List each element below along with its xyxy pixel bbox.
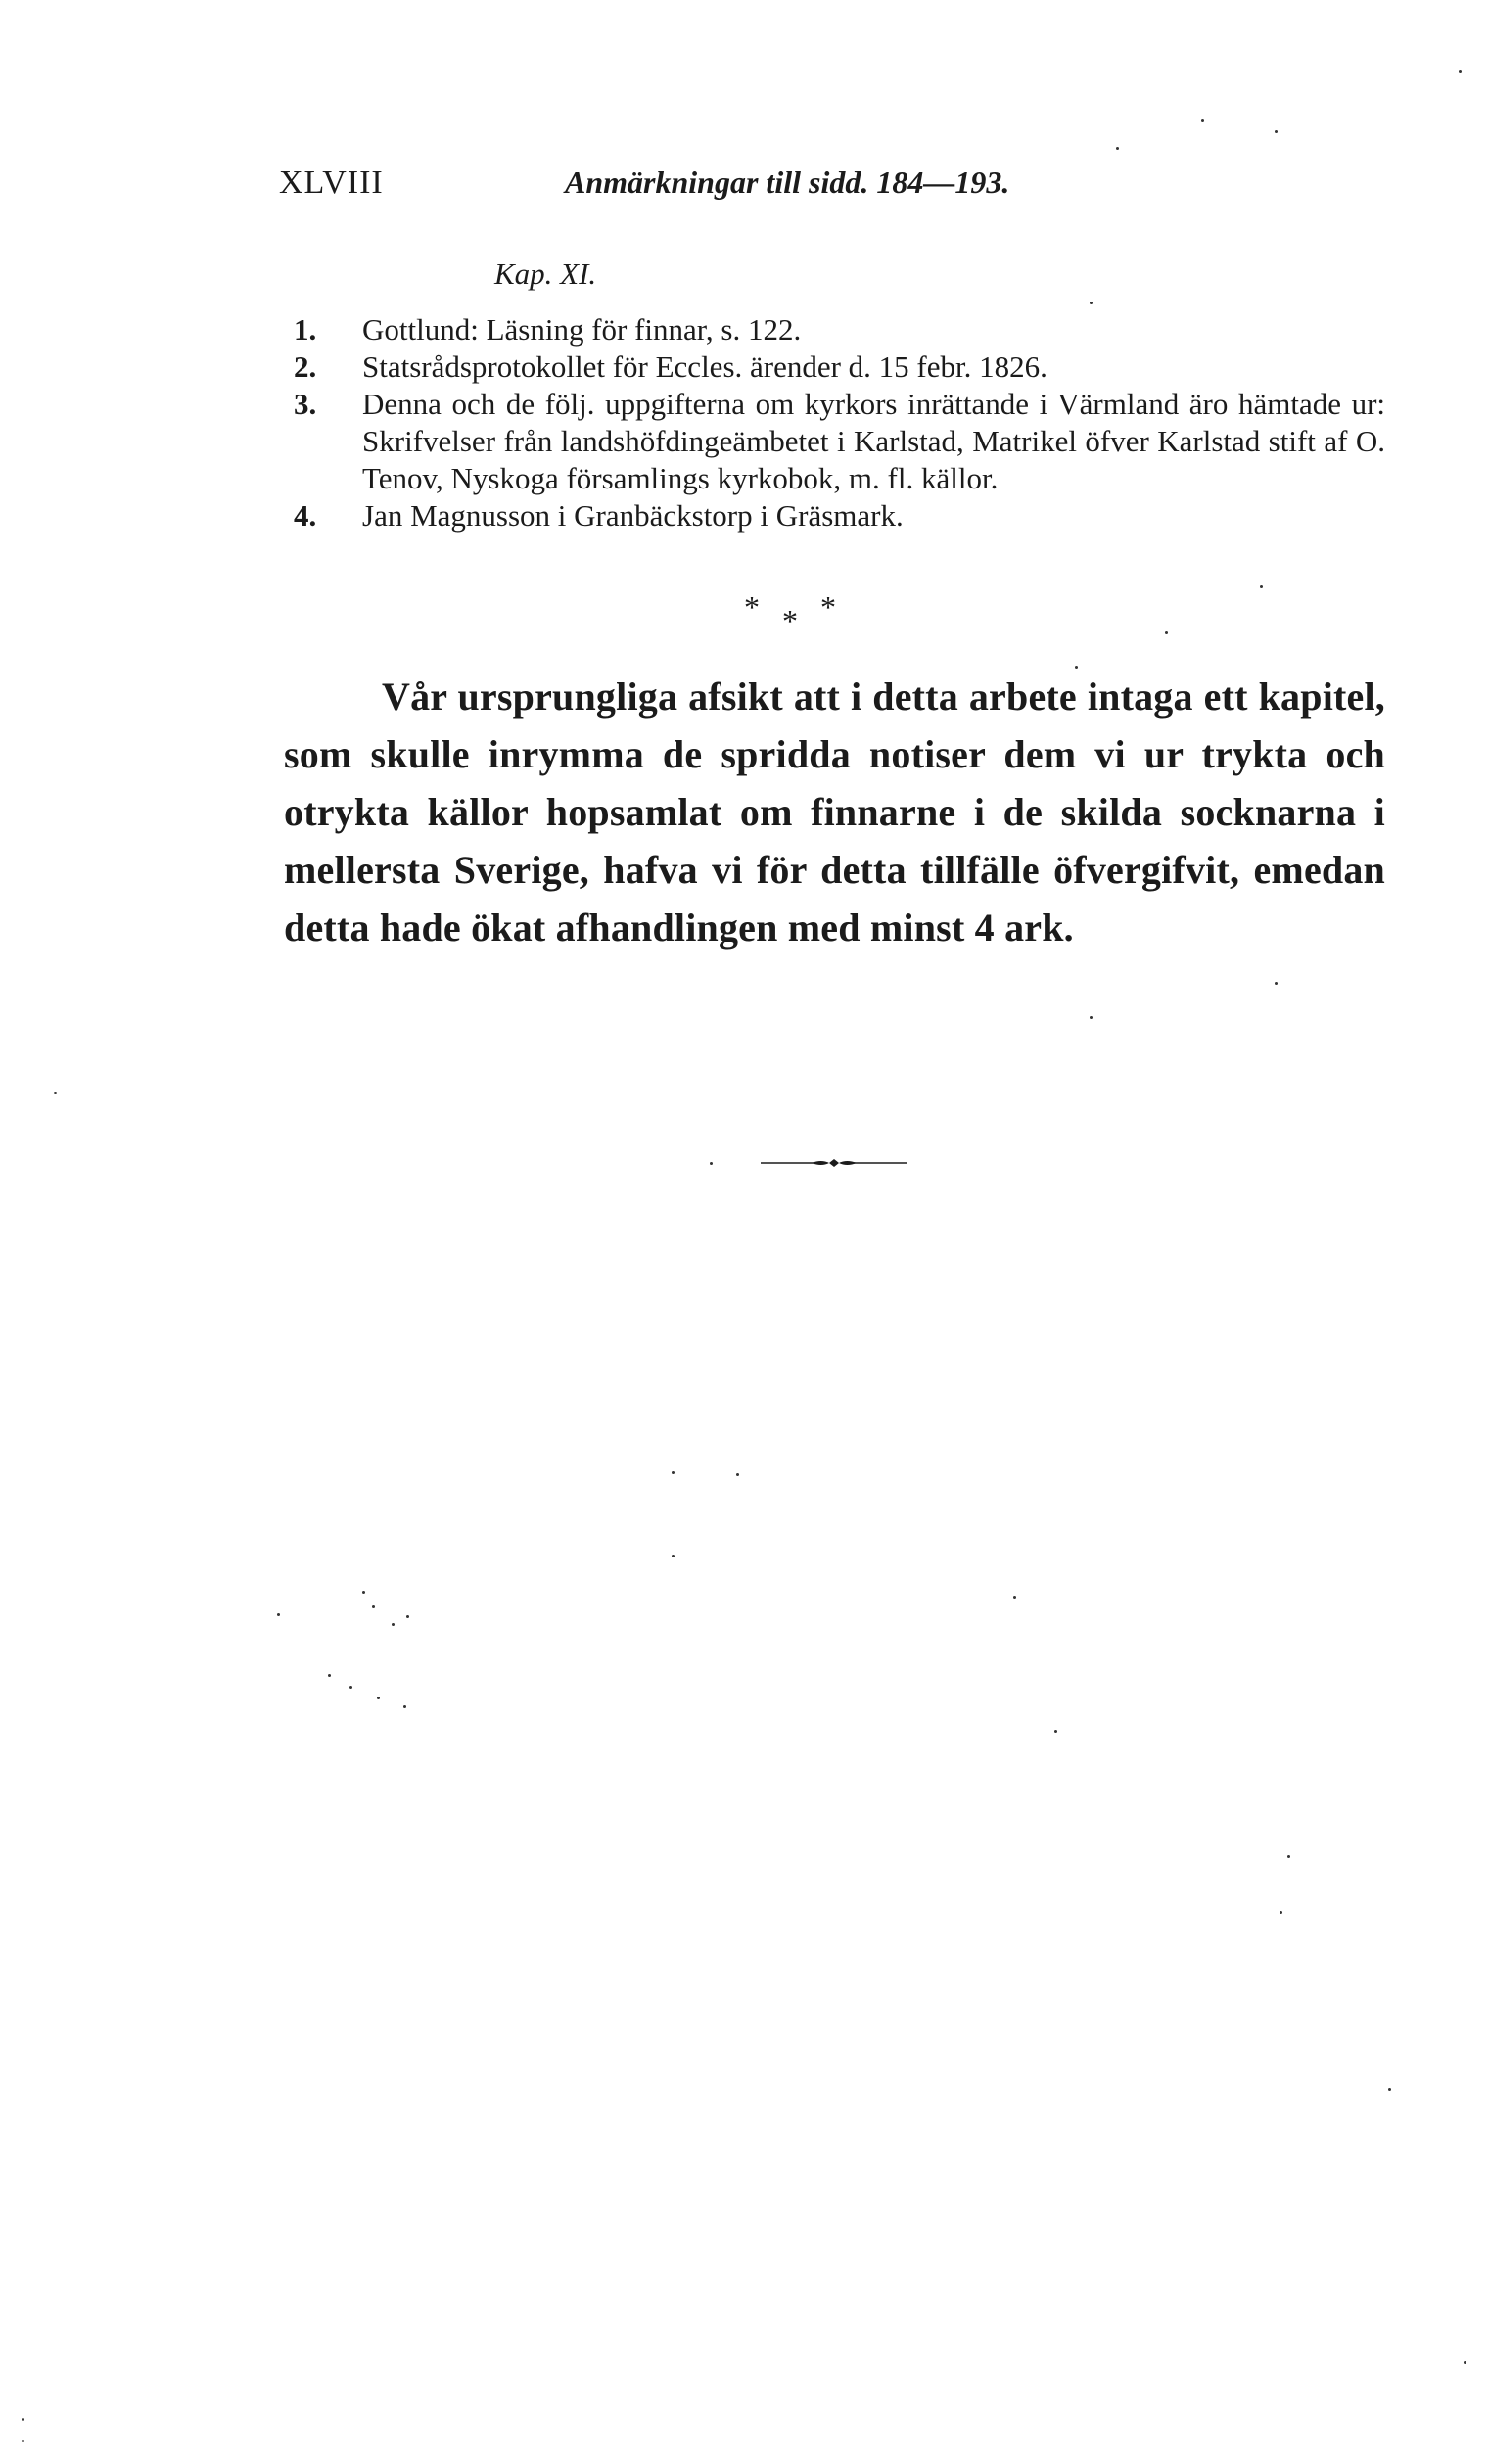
scan-speck bbox=[22, 2440, 24, 2442]
note-text: Gottlund: Läsning för finnar, s. 122. bbox=[362, 312, 802, 347]
asterism-separator bbox=[744, 589, 881, 638]
notes-list bbox=[294, 311, 1385, 535]
scan-speck bbox=[736, 1473, 739, 1476]
scan-speck bbox=[672, 1471, 675, 1474]
chapter-heading: Kap. XI. bbox=[494, 256, 597, 291]
note-text: Statsrådsprotokollet för Eccles. ärender d. 15 febr. 1826. bbox=[362, 349, 1047, 384]
scan-speck bbox=[1464, 2361, 1466, 2364]
scan-speck bbox=[328, 1674, 331, 1677]
scan-speck bbox=[1459, 70, 1462, 73]
scan-speck bbox=[1090, 302, 1093, 304]
note-number: 3. bbox=[294, 387, 317, 421]
scan-speck bbox=[672, 1555, 675, 1557]
asterisk-mark: * bbox=[820, 589, 836, 625]
scan-speck bbox=[1280, 1911, 1282, 1914]
note-item bbox=[294, 497, 1385, 535]
scan-speck bbox=[1260, 585, 1263, 588]
scan-speck bbox=[54, 1092, 57, 1094]
scan-speck bbox=[1201, 119, 1204, 122]
scan-speck bbox=[710, 1162, 713, 1165]
tailpiece-ornament-icon bbox=[761, 1158, 907, 1168]
asterisk-mark: * bbox=[782, 603, 798, 638]
note-number: 2. bbox=[294, 349, 317, 384]
scan-speck bbox=[403, 1705, 406, 1708]
asterisk-mark: * bbox=[744, 589, 760, 625]
scan-speck bbox=[1116, 147, 1119, 150]
scan-speck bbox=[277, 1613, 280, 1616]
scan-speck bbox=[1013, 1596, 1016, 1599]
scan-speck bbox=[1165, 631, 1168, 634]
scan-speck bbox=[392, 1623, 395, 1626]
scan-speck bbox=[22, 2418, 24, 2421]
note-item bbox=[294, 386, 1385, 497]
note-number: 1. bbox=[294, 312, 317, 347]
scan-speck bbox=[1275, 982, 1278, 985]
note-item bbox=[294, 311, 1385, 349]
note-text: Denna och de följ. uppgifterna om kyrkors inrättande i Värmland äro hämtade ur: Skrifvelser från landshöfdingeämbetet i Karlstad, Matrikel öfver Karlstad stift af O. Tenov, Nyskoga församlings kyrkobok, m. fl. källor. bbox=[362, 387, 1385, 495]
scan-speck bbox=[1075, 666, 1078, 669]
scan-speck bbox=[377, 1697, 380, 1699]
scan-speck bbox=[1388, 2088, 1391, 2091]
scan-speck bbox=[1275, 130, 1278, 133]
scan-speck bbox=[1287, 1855, 1290, 1858]
note-number: 4. bbox=[294, 498, 317, 533]
page-header bbox=[279, 164, 1121, 213]
note-text: Jan Magnusson i Granbäckstorp i Gräsmark. bbox=[362, 498, 904, 533]
scan-speck bbox=[1054, 1730, 1057, 1733]
scan-speck bbox=[362, 1591, 365, 1594]
scan-speck bbox=[349, 1686, 352, 1689]
folio-page-number: XLVIII bbox=[279, 164, 384, 201]
scan-speck bbox=[406, 1615, 409, 1618]
running-head: Anmärkningar till sidd. 184—193. bbox=[565, 164, 1010, 200]
note-item bbox=[294, 349, 1385, 386]
body-paragraph: Vår ursprungliga afsikt att i detta arbete intaga ett kapitel, som skulle inrymma de spridda notiser dem vi ur trykta och otrykta källor hopsamlat om finnarne i de skilda socknarna i mellersta Sverige, hafva vi för detta tillfälle öfvergifvit, emedan detta hade ökat afhandlingen med minst 4 ark. bbox=[284, 674, 1385, 950]
scan-speck bbox=[372, 1605, 375, 1608]
scan-speck bbox=[1090, 1016, 1093, 1019]
